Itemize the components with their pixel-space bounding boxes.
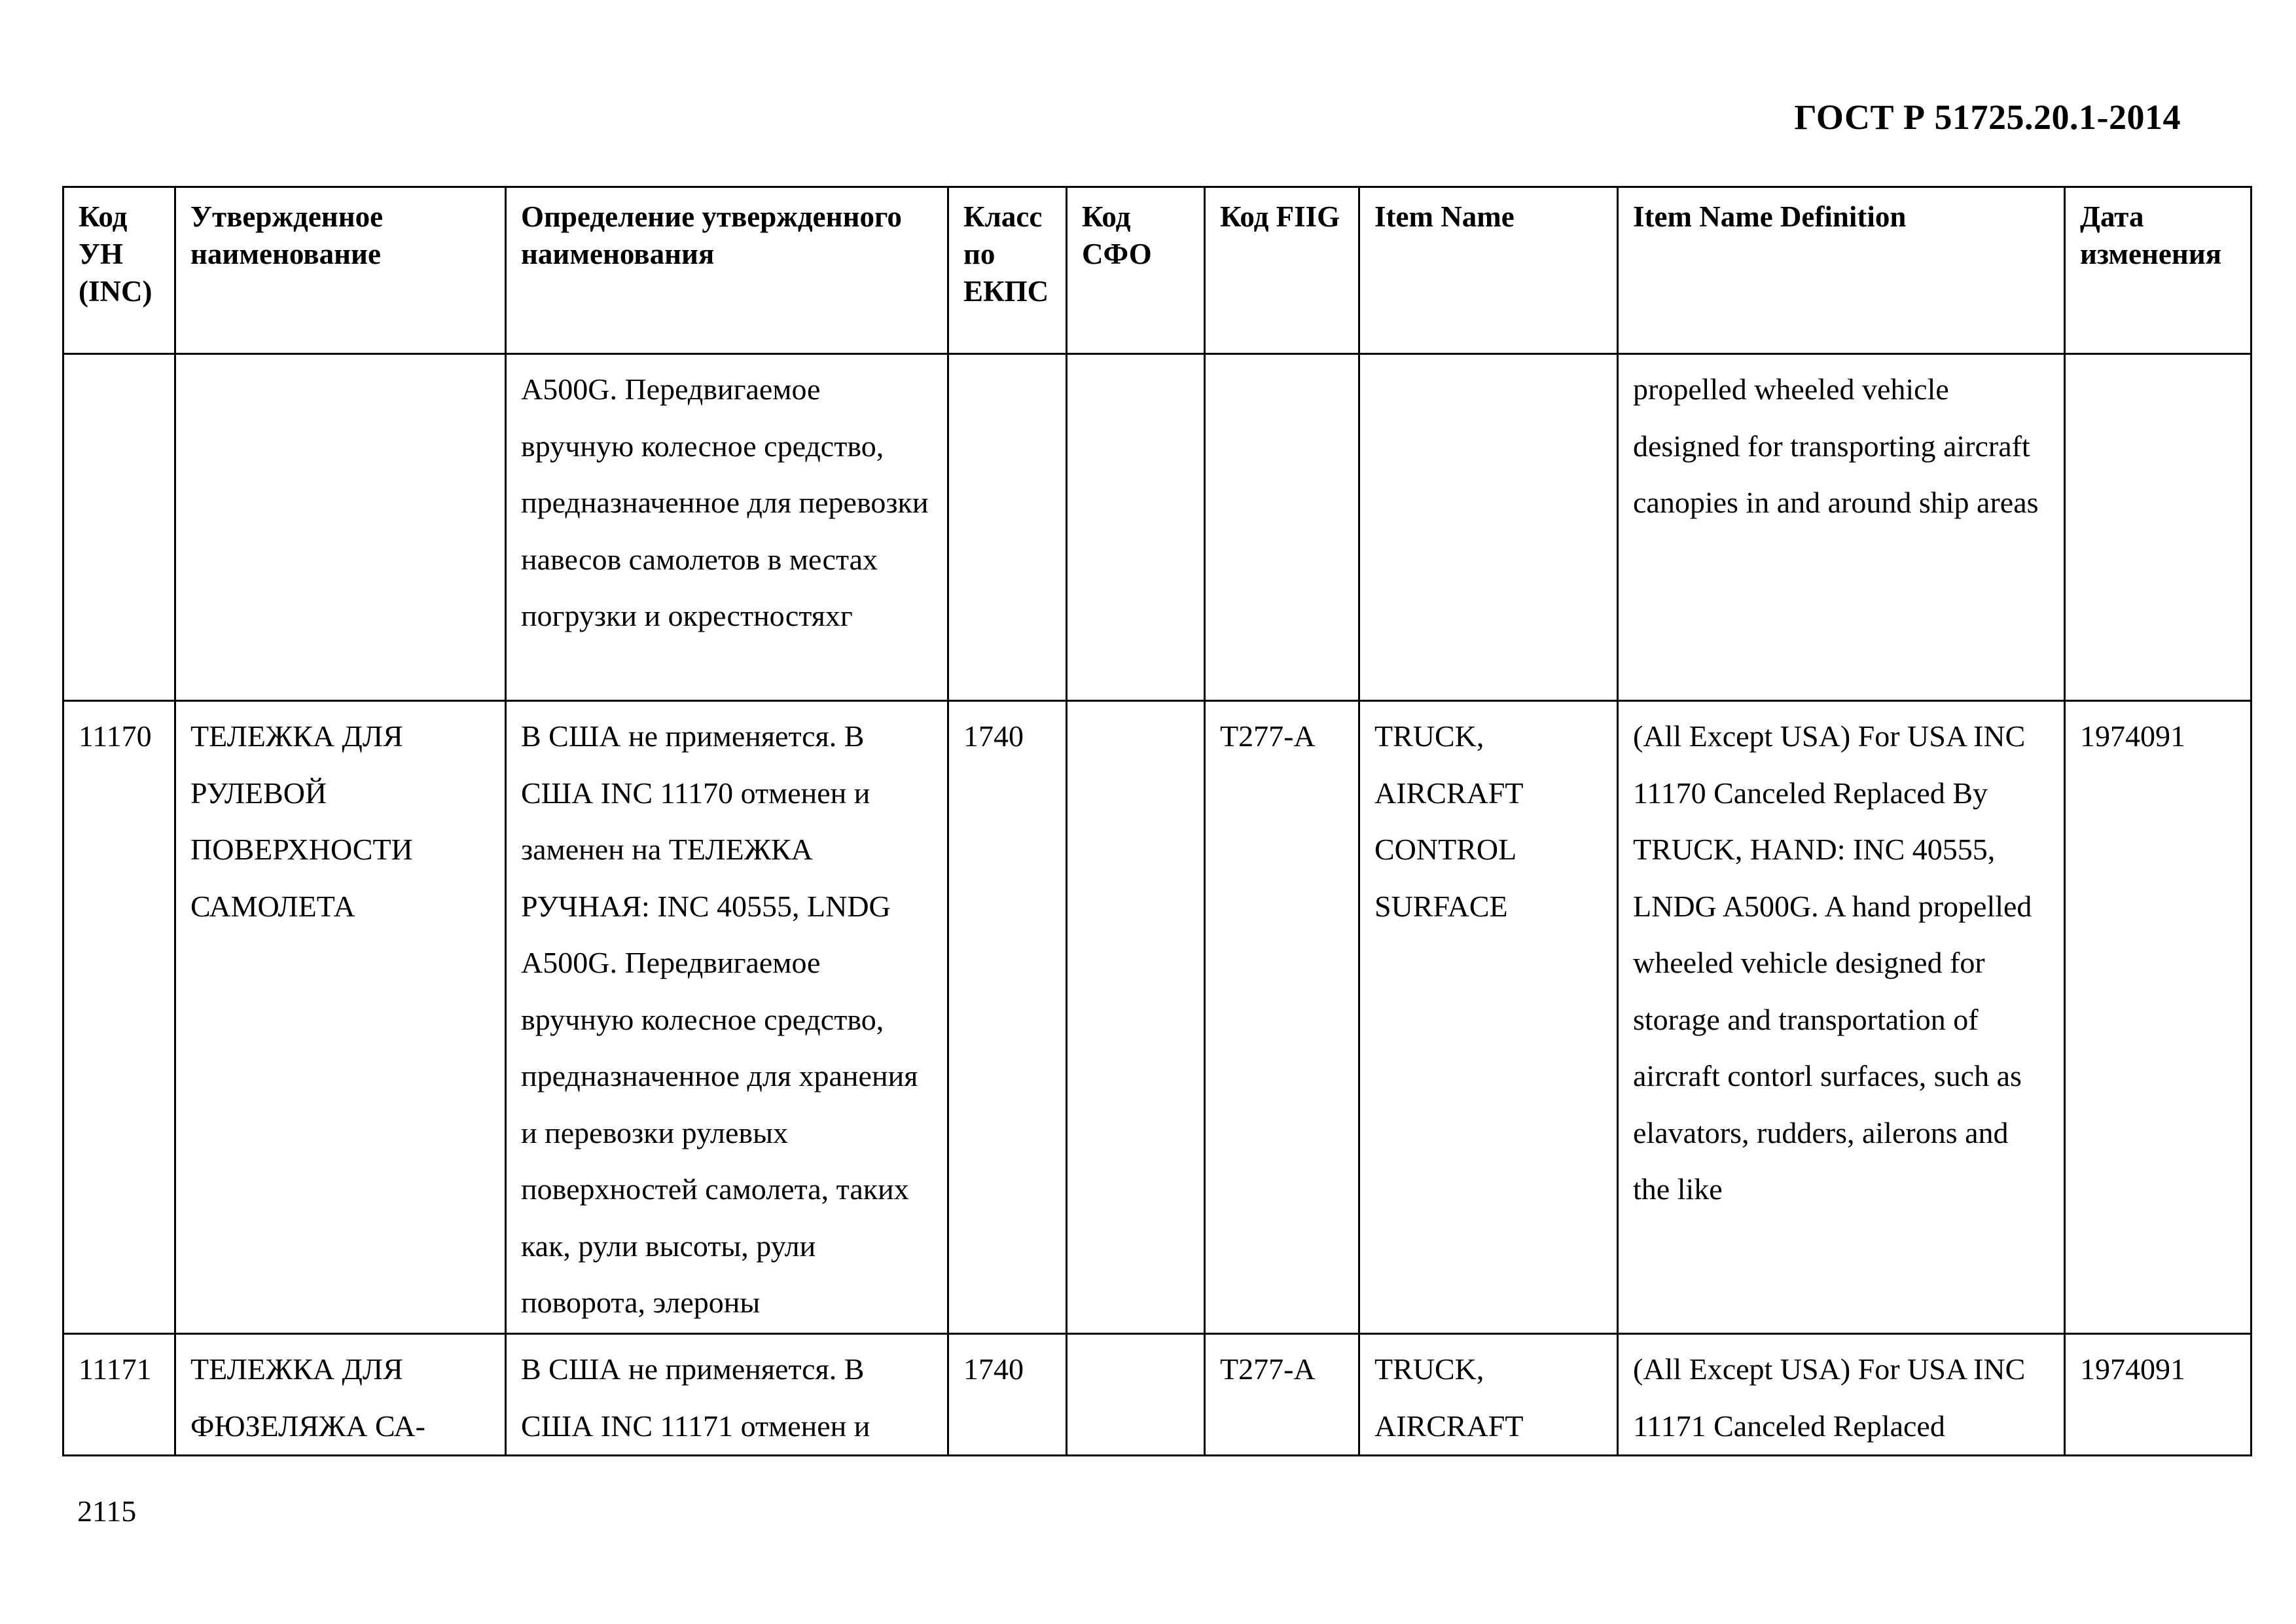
cell-item-name-definition: (All Except USA) For USA INC 11170 Canceled Replaced By TRUCK, HAND: INC 40555, LNDG A500G. A hand propelled wheeled vehicle designed for storage and transportation of aircraft contorl surfaces, such as elavators, rudders, ailerons and the like: [1618, 701, 2065, 1334]
cell-approved-name: [175, 354, 506, 701]
cell-code-fiig: T277-A: [1205, 701, 1359, 1334]
cell-item-name: TRUCK, AIRCRAFT: [1359, 1334, 1618, 1456]
cell-item-name-definition: propelled wheeled vehicle designed for transporting aircraft canopies in and around ship areas: [1618, 354, 2065, 701]
header-date-changed: Дата изменения: [2065, 187, 2251, 354]
cell-date-changed: 1974091: [2065, 1334, 2251, 1456]
cell-class-ekps: 1740: [948, 1334, 1067, 1456]
header-inc: Код УН (INC): [63, 187, 175, 354]
header-code-fiig: Код FIIG: [1205, 187, 1359, 354]
cell-approved-name: ТЕЛЕЖКА ДЛЯ ФЮЗЕЛЯЖА СА-: [175, 1334, 506, 1456]
cell-code-fiig: T277-A: [1205, 1334, 1359, 1456]
cell-date-changed: [2065, 354, 2251, 701]
cell-item-name-definition: (All Except USA) For USA INC 11171 Canceled Replaced: [1618, 1334, 2065, 1456]
cell-inc: 11171: [63, 1334, 175, 1456]
table-row: [63, 354, 2251, 701]
cell-approved-name: ТЕЛЕЖКА ДЛЯ РУЛЕВОЙ ПОВЕРХНОСТИ САМОЛЕТА: [175, 701, 506, 1334]
table-header-row: [63, 187, 2251, 354]
cell-code-sfo: [1067, 1334, 1205, 1456]
header-definition: Определение утвержденного наименования: [506, 187, 948, 354]
page-number: 2115: [77, 1494, 137, 1528]
cell-code-fiig: [1205, 354, 1359, 701]
cell-definition: A500G. Передвигаемое вручную колесное средство, предназначенное для перевозки навесов самолетов в местах погрузки и окрестностяхг: [506, 354, 948, 701]
cell-class-ekps: [948, 354, 1067, 701]
data-table: [62, 186, 2252, 1456]
cell-item-name: TRUCK, AIRCRAFT CONTROL SURFACE: [1359, 701, 1618, 1334]
header-class-ekps: Класс по ЕКПС: [948, 187, 1067, 354]
document-standard-number: ГОСТ Р 51725.20.1-2014: [1794, 98, 2181, 137]
header-approved-name: Утвержденное наименование: [175, 187, 506, 354]
table-row: [63, 1334, 2251, 1456]
cell-inc: [63, 354, 175, 701]
header-item-name-definition: Item Name Definition: [1618, 187, 2065, 354]
cell-date-changed: 1974091: [2065, 701, 2251, 1334]
cell-code-sfo: [1067, 354, 1205, 701]
header-code-sfo: Код СФО: [1067, 187, 1205, 354]
header-item-name: Item Name: [1359, 187, 1618, 354]
cell-definition: В США не применяется. В США INC 11171 отменен и: [506, 1334, 948, 1456]
cell-code-sfo: [1067, 701, 1205, 1334]
table-row: [63, 701, 2251, 1334]
cell-inc: 11170: [63, 701, 175, 1334]
cell-class-ekps: 1740: [948, 701, 1067, 1334]
cell-definition: В США не применяется. В США INC 11170 отменен и заменен на ТЕЛЕЖКА РУЧНАЯ: INC 40555, LNDG A500G. Передвигаемое вручную колесное средство, предназначенное для хранения и перевозки рулевых поверхностей самолета, таких как, рули высоты, рули поворота, элероны: [506, 701, 948, 1334]
cell-item-name: [1359, 354, 1618, 701]
